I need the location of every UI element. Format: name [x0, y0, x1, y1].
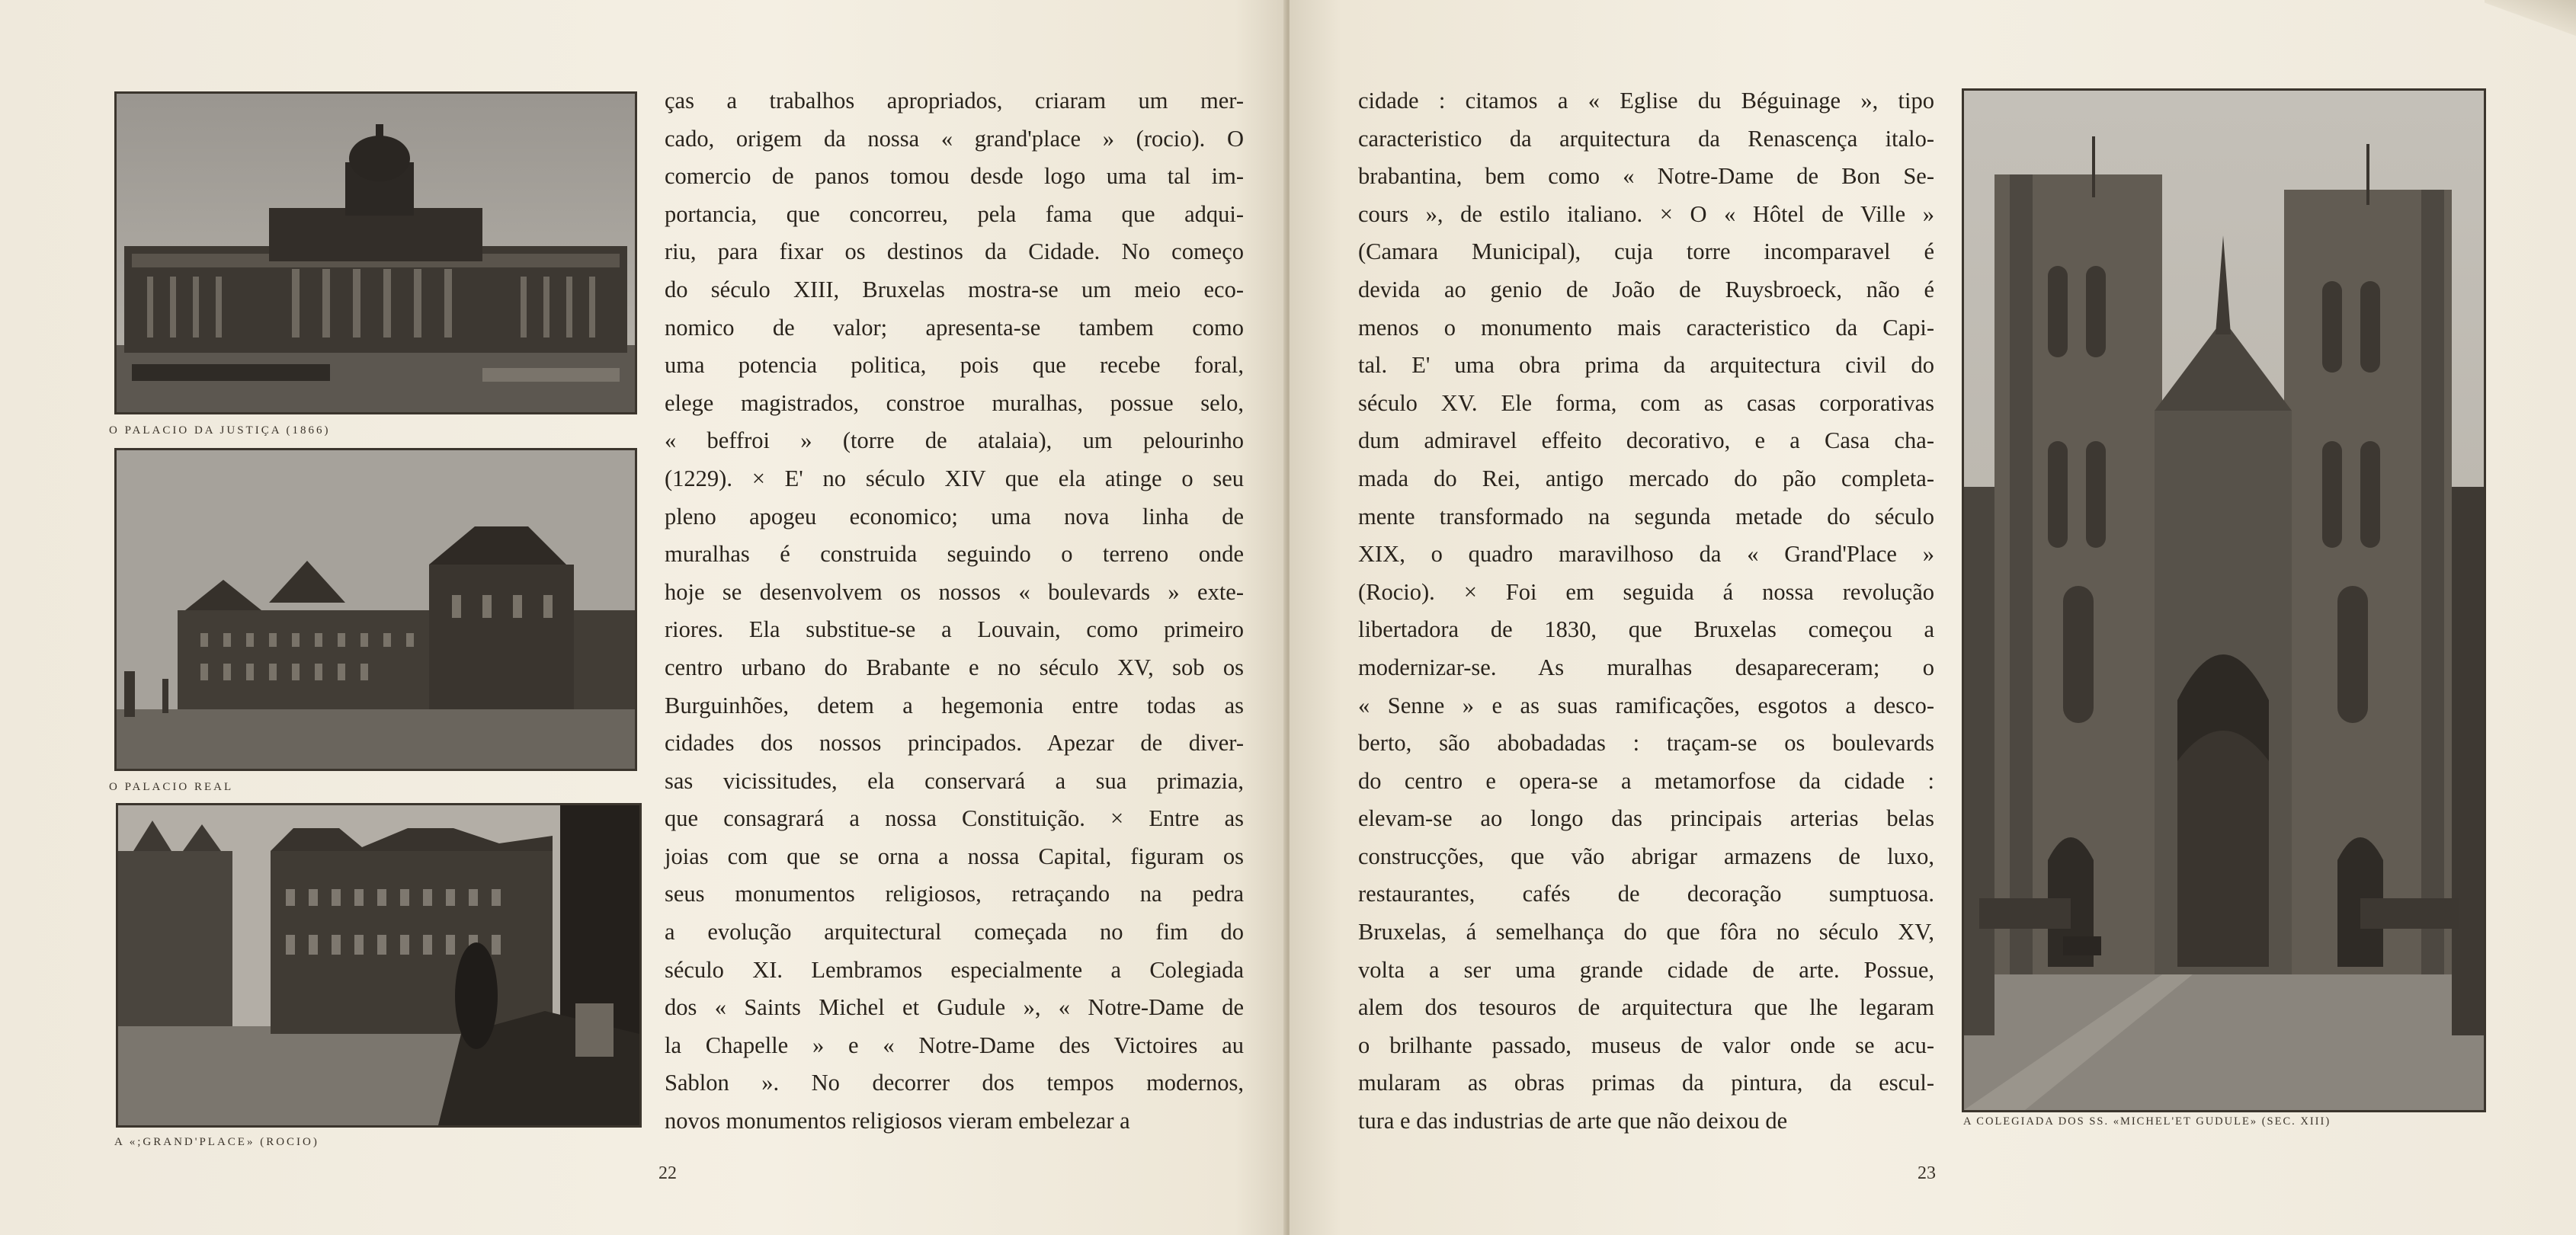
caption-grand-place: A «;GRAND'PLACE» (ROCIO) — [114, 1136, 319, 1148]
text-line: tura e das industrias de arte que não deixou de — [1358, 1108, 1788, 1134]
text-line: joias com que se orna a nossa Capital, figuram os — [665, 843, 1244, 869]
text-line: XIX, o quadro maravilhoso da « Grand'Place » — [1358, 541, 1934, 568]
text-line: alem dos tesouros de arquitectura que lhe legaram — [1358, 994, 1934, 1021]
text-line: riu, para fixar os destinos da Cidade. No começo — [665, 238, 1244, 265]
grand-place-image — [118, 805, 639, 1125]
photo-palace-of-justice — [114, 91, 637, 414]
text-line: mente transformado na segunda metade do século — [1358, 503, 1934, 530]
text-line: século XI. Lembramos especialmente a Colegiada — [665, 956, 1244, 983]
caption-collegiate-church: A COLEGIADA DOS SS. «MICHEL'ET GUDULE» (SEC. XIII) — [1963, 1115, 2331, 1128]
text-line: brabantina, bem como « Notre-Dame de Bon Se- — [1358, 163, 1934, 190]
text-line: « beffroi » (torre de atalaia), um pelourinho — [665, 427, 1244, 454]
page-number-left: 22 — [658, 1163, 677, 1183]
text-line: ças a trabalhos apropriados, criaram um mer- — [665, 88, 1244, 114]
text-line: Burguinhões, detem a hegemonia entre todas as — [665, 692, 1244, 718]
text-line: (1229). × E' no século XIV que ela atinge o seu — [665, 465, 1244, 491]
text-line: (Camara Municipal), cuja torre incomparavel é — [1358, 238, 1934, 265]
text-line: tal. E' uma obra prima da arquitectura civil do — [1358, 352, 1934, 379]
text-line: berto, são abobadadas : traçam-se os boulevards — [1358, 730, 1934, 757]
text-line: a evolução arquitectural começada no fim do — [665, 919, 1244, 945]
text-line: mada do Rei, antigo mercado do pão completa- — [1358, 465, 1934, 491]
caption-palace-of-justice: O PALACIO DA JUSTIÇA (1866) — [109, 424, 331, 437]
text-line: la Chapelle » e « Notre-Dame des Victoires au — [665, 1032, 1244, 1058]
text-line: portancia, que concorreu, pela fama que adqui- — [665, 200, 1244, 227]
text-line: o brilhante passado, museus de valor onde se acu- — [1358, 1032, 1934, 1058]
text-line: cado, origem da nossa « grand'place » (rocio). O — [665, 125, 1244, 152]
text-line: mularam as obras primas da pintura, da escul- — [1358, 1070, 1934, 1096]
text-line: dos « Saints Michel et Gudule », « Notre-Dame de — [665, 994, 1244, 1021]
caption-royal-palace: O PALACIO REAL — [109, 781, 234, 793]
royal-palace-image — [117, 450, 635, 769]
text-line: Bruxelas, á semelhança do que fôra no século XV, — [1358, 919, 1934, 945]
photo-royal-palace — [114, 448, 637, 771]
text-line: novos monumentos religiosos vieram embelezar a — [665, 1108, 1130, 1134]
text-line: « Senne » e as suas ramificações, esgotos a desco- — [1358, 692, 1934, 718]
text-line: caracteristico da arquitectura da Renascença italo- — [1358, 125, 1934, 152]
text-line: elege magistrados, constroe muralhas, possue selo, — [665, 389, 1244, 416]
text-line: cours », de estilo italiano. × O « Hôtel de Ville » — [1358, 200, 1934, 227]
text-line: libertadora de 1830, que Bruxelas começou a — [1358, 616, 1934, 643]
text-line: volta a ser uma grande cidade de arte. Possue, — [1358, 956, 1934, 983]
text-line: dum admiravel effeito decorativo, e a Casa cha- — [1358, 427, 1934, 454]
text-line: muralhas é construida seguindo o terreno onde — [665, 541, 1244, 568]
text-line: riores. Ela substitue-se a Louvain, como primeiro — [665, 616, 1244, 643]
text-line: do centro e opera-se a metamorfose da cidade : — [1358, 767, 1934, 794]
text-line: centro urbano do Brabante e no século XV, sob os — [665, 654, 1244, 680]
left-body-text — [665, 82, 1244, 1141]
text-line: comercio de panos tomou desde logo uma tal im- — [665, 163, 1244, 190]
text-line: hoje se desenvolvem os nossos « boulevards » exte- — [665, 578, 1244, 605]
text-line: que consagrará a nossa Constituição. × Entre as — [665, 805, 1244, 832]
text-line: cidade : citamos a « Eglise du Béguinage », tipo — [1358, 88, 1934, 114]
text-line: (Rocio). × Foi em seguida á nossa revolução — [1358, 578, 1934, 605]
palace-of-justice-image — [117, 94, 635, 412]
left-page — [0, 0, 1286, 1235]
text-line: século XV. Ele forma, com as casas corporativas — [1358, 389, 1934, 416]
page-number-right: 23 — [1918, 1163, 1936, 1183]
text-line: pleno apogeu economico; uma nova linha de — [665, 503, 1244, 530]
text-line: sas vicissitudes, ela conservará a sua primazia, — [665, 767, 1244, 794]
text-line: devida ao genio de João de Ruysbroeck, não é — [1358, 276, 1934, 302]
folded-corner — [2485, 0, 2576, 46]
text-line: construcções, que vão abrigar armazens de luxo, — [1358, 843, 1934, 869]
photo-collegiate-church — [1962, 88, 2486, 1112]
text-line: cidades dos nossos principados. Apezar de diver- — [665, 730, 1244, 757]
text-line: modernizar-se. As muralhas desapareceram; o — [1358, 654, 1934, 680]
text-line: uma potencia politica, pois que recebe foral, — [665, 352, 1244, 379]
collegiate-church-image — [1964, 91, 2484, 1110]
text-line: seus monumentos religiosos, retraçando na pedra — [665, 881, 1244, 907]
text-line: menos o monumento mais caracteristico da Capi- — [1358, 314, 1934, 341]
text-line: elevam-se ao longo das principais arterias belas — [1358, 805, 1934, 832]
photo-grand-place — [116, 803, 642, 1128]
text-line: restaurantes, cafés de decoração sumptuosa. — [1358, 881, 1934, 907]
text-line: nomico de valor; apresenta-se tambem como — [665, 314, 1244, 341]
text-line: do século XIII, Bruxelas mostra-se um meio eco- — [665, 276, 1244, 302]
right-body-text — [1358, 82, 1934, 1141]
text-line: Sablon ». No decorrer dos tempos modernos, — [665, 1070, 1244, 1096]
right-page — [1290, 0, 2576, 1235]
